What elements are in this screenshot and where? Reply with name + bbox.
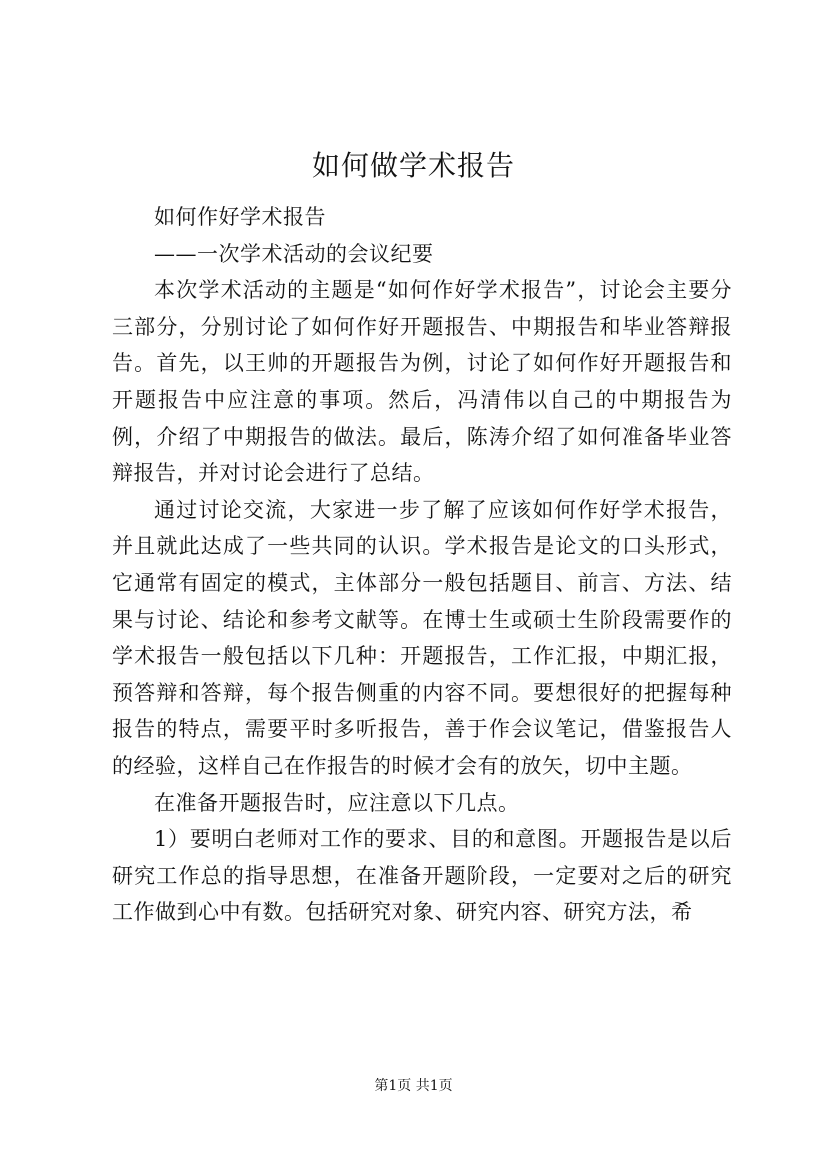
subtitle-note-paragraph: ——一次学术活动的会议纪要	[154, 241, 434, 266]
body-paragraph-4: 1）要明白老师对工作的要求、目的和意图。开题报告是以后研究工作总的指导思想，在准备开题阶段，一定要对之后的研究工作做到心中有数。包括研究对象、研究内容、研究方法，希	[112, 827, 732, 925]
subtitle-paragraph: 如何作好学术报告	[154, 205, 326, 229]
document-body	[112, 199, 732, 931]
body-paragraph-2: 通过讨论交流，大家进一步了解了应该如何作好学术报告，并且就此达成了一些共同的认识。学术报告是论文的口头形式，它通常有固定的模式，主体部分一般包括题目、前言、方法、结果与讨论、结论和参考文献等。在博士生或硕士生阶段需要作的学术报告一般包括以下几种：开题报告，工作汇报，中期汇报，预答辩和答辩，每个报告侧重的内容不同。要想很好的把握每种报告的特点，需要平时多听报告，善于作会议笔记，借鉴报告人的经验，这样自己在作报告的时候才会有的放矢，切中主题。	[112, 497, 732, 778]
body-paragraph-3: 在准备开题报告时，应注意以下几点。	[154, 790, 520, 815]
body-paragraph-1: 本次学术活动的主题是“如何作好学术报告”，讨论会主要分三部分，分别讨论了如何作好开题报告、中期报告和毕业答辩报告。首先，以王帅的开题报告为例，讨论了如何作好开题报告和开题报告中应注意的事项。然后，冯清伟以自己的中期报告为例，介绍了中期报告的做法。最后，陈涛介绍了如何准备毕业答辩报告，并对讨论会进行了总结。	[112, 278, 732, 486]
page-footer: 第1页 共1页	[374, 1078, 453, 1094]
document-title: 如何做学术报告	[311, 149, 515, 182]
